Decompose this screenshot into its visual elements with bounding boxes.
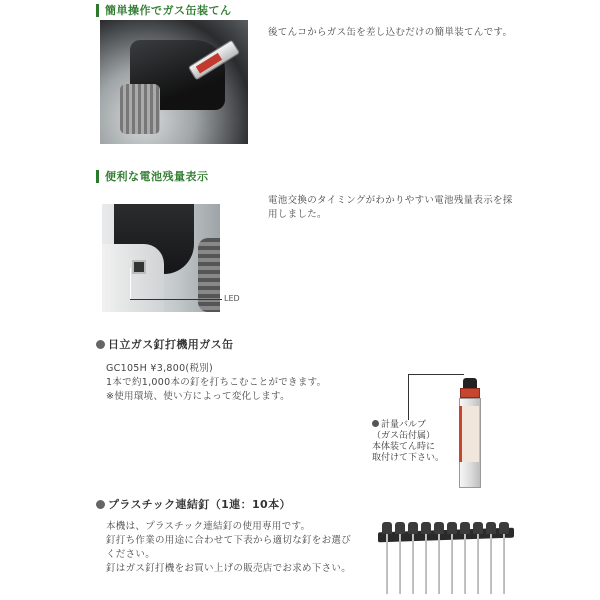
section2-text-line2: 用しました。 <box>268 209 327 220</box>
nails-text-line3: ください。 <box>106 549 156 560</box>
section1-title: 簡単操作でガス缶装てん <box>96 4 232 17</box>
magazine-coil-shape <box>198 238 220 312</box>
nail <box>447 522 457 596</box>
nail <box>421 522 431 596</box>
section2-text-line1: 電池交換のタイミングがわかりやすい電池残量表示を採 <box>268 195 513 206</box>
callout-line2: 取付けて下さい。 <box>372 453 445 463</box>
nails-text-line2: 釘打ち作業の用途に合わせて下表から適切な釘をお選び <box>106 535 352 546</box>
nail <box>434 522 444 596</box>
gas-section-text <box>106 362 366 404</box>
nail <box>460 522 470 596</box>
nail <box>486 522 496 596</box>
battery-led-shape <box>132 260 146 274</box>
valve-callout-line-h <box>408 374 464 375</box>
led-pointer-horizontal <box>130 299 222 300</box>
bullet-icon <box>96 500 105 509</box>
plastic-collated-nails-image <box>378 516 518 596</box>
gas-can-loading-photo <box>100 20 248 144</box>
valve-callout-line-v <box>408 374 409 420</box>
callout-sub: （ガス缶付属） <box>372 431 436 441</box>
gas-text-line2: ※使用環境、使い方によって変化します。 <box>106 391 290 402</box>
section1-text: 後てんコからガス缶を差し込むだけの簡単装てんです。 <box>268 27 513 38</box>
gas-can-cap <box>463 378 477 388</box>
gas-model-price: GC105H ¥3,800(税別) <box>106 363 214 374</box>
section2-title: 便利な電池残量表示 <box>96 170 209 183</box>
nails-text-line4: 釘はガス釘打機をお買い上げの販売店でお求め下さい。 <box>106 563 352 574</box>
tool-fin-shape <box>120 84 160 134</box>
gas-can-image <box>458 378 482 488</box>
callout-line1: 本体装てん時に <box>372 442 436 452</box>
nail <box>395 522 405 596</box>
bullet-icon <box>372 420 379 427</box>
nail <box>382 522 392 596</box>
led-pointer-vertical <box>130 268 131 300</box>
gas-can-neck <box>460 388 480 398</box>
gas-can-label <box>459 406 479 462</box>
section2-text <box>268 194 558 222</box>
nail <box>499 522 509 596</box>
gas-section-title: 日立ガス釘打機用ガス缶 <box>108 338 234 351</box>
nail <box>408 522 418 596</box>
gas-section-heading <box>96 336 233 352</box>
nails-section-heading <box>96 496 291 512</box>
nails-section-text <box>106 520 376 576</box>
nails-section-title: プラスチック連結釘（1連：10本） <box>108 498 291 511</box>
bullet-icon <box>96 340 105 349</box>
callout-title: 計量バルブ <box>381 420 427 430</box>
nail <box>473 522 483 596</box>
battery-indicator-photo <box>102 204 220 312</box>
gas-text-line1: 1本で約1,000本の釘を打ちこむことができます。 <box>106 377 327 388</box>
nails-text-line1: 本機は、プラスチック連結釘の使用専用です。 <box>106 521 311 532</box>
tool-body-shape <box>102 244 164 312</box>
led-label: LED <box>224 294 240 303</box>
valve-callout <box>372 420 444 464</box>
